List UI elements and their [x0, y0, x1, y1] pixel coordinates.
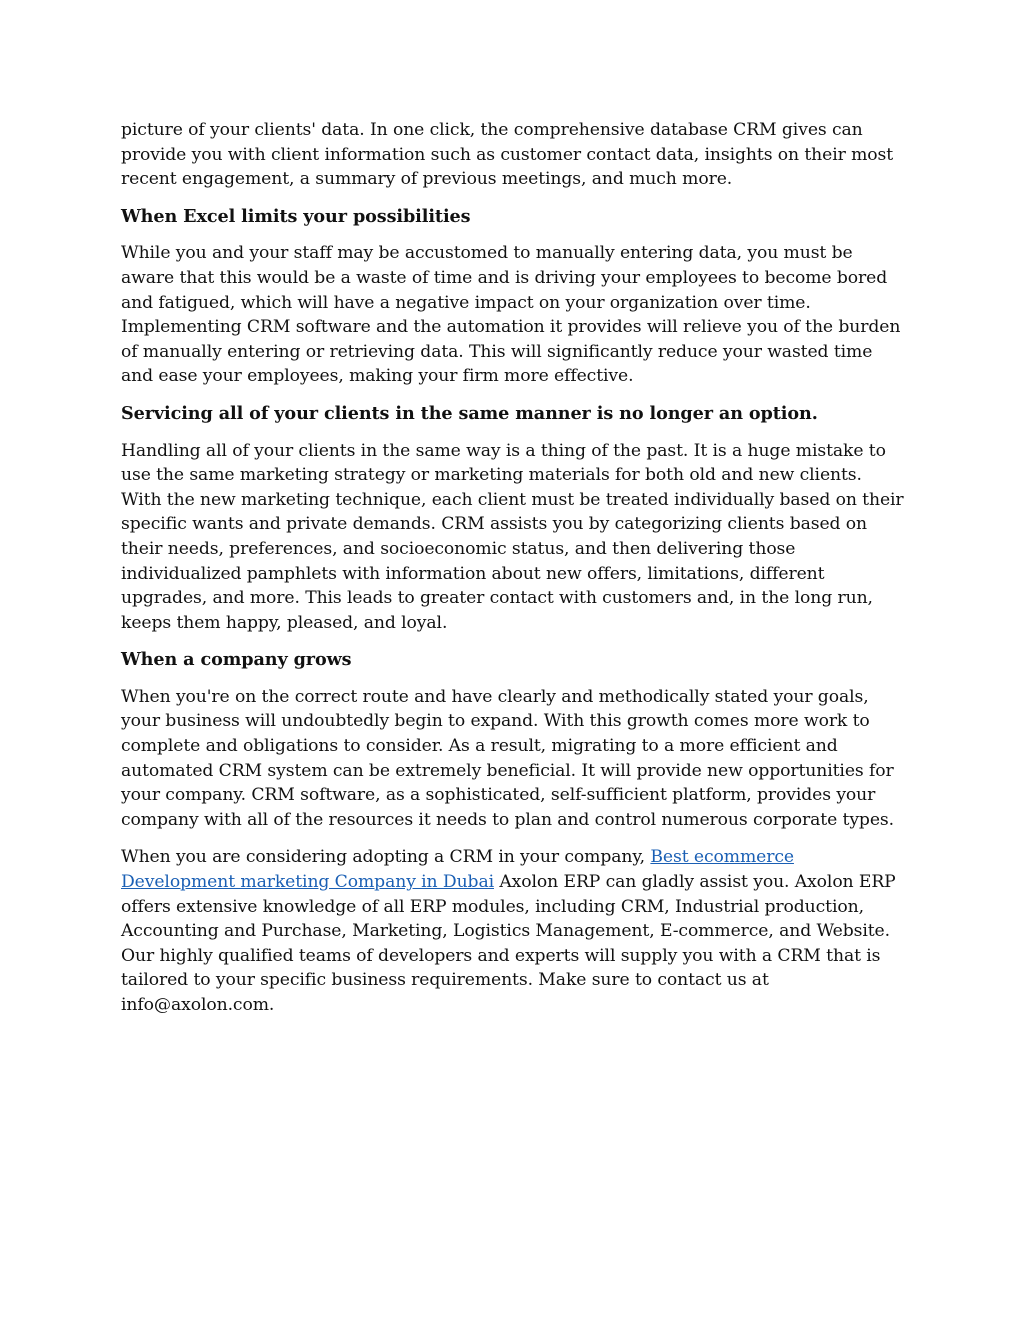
heading-servicing-clients: Servicing all of your clients in the same manner is no longer an option. [121, 402, 818, 424]
heading-company-grows: When a company grows [121, 649, 352, 671]
servicing-paragraph: Handling all of your clients in the same way is a thing of the past. It is a huge mistake to use the same marketing strategy or marketing materials for both old and new clients. With the new marketing technique, each client must be treated individually based on their specific wants and private demands. CRM assists you by categorizing clients based on their needs, preferences, and socioeconomic status, and then delivering those individualized pamphlets with information about new offers, limitations, different upgrades, and more. This leads to greater contact with customers and, in the long run, keeps them happy, pleased, and loyal. [121, 440, 904, 633]
closing-text-after: Axolon ERP can gladly assist you. Axolon ERP offers extensive knowledge of all ERP modules, including CRM, Industrial production, Accounting and Purchase, Marketing, Logistics Management, E-commerce, and Website. Our highly qualified teams of developers and experts will supply you with a CRM that is tailored to your specific business requirements. Make sure to contact us at info@axolon.com. [121, 872, 896, 1015]
closing-text-before: When you are considering adopting a CRM in your company, [121, 847, 651, 868]
grows-paragraph: When you're on the correct route and have clearly and methodically stated your goals, your business will undoubtedly begin to expand. With this growth comes more work to complete and obligations to consider. As a result, migrating to a more efficient and automated CRM system can be extremely beneficial. It will provide new opportunities for your company. CRM software, as a sophisticated, self-sufficient platform, provides your company with all of the resources it needs to plan and control numerous corporate types. [121, 686, 894, 830]
closing-paragraph [121, 845, 907, 1017]
heading-excel-limits: When Excel limits your possibilities [121, 205, 471, 227]
document-page [121, 118, 907, 1031]
excel-paragraph: While you and your staff may be accustomed to manually entering data, you must be aware that this would be a waste of time and is driving your employees to become bored and fatigued, which will have a negative impact on your organization over time. Implementing CRM software and the automation it provides will relieve you of the burden of manually entering or retrieving data. This will significantly reduce your wasted time and ease your employees, making your firm more effective. [121, 243, 901, 387]
ecommerce-company-link[interactable]: Best ecommerce Development marketing Company in Dubai [121, 847, 794, 893]
intro-paragraph: picture of your clients' data. In one click, the comprehensive database CRM gives can provide you with client information such as customer contact data, insights on their most recent engagement, a summary of previous meetings, and much more. [121, 120, 894, 190]
